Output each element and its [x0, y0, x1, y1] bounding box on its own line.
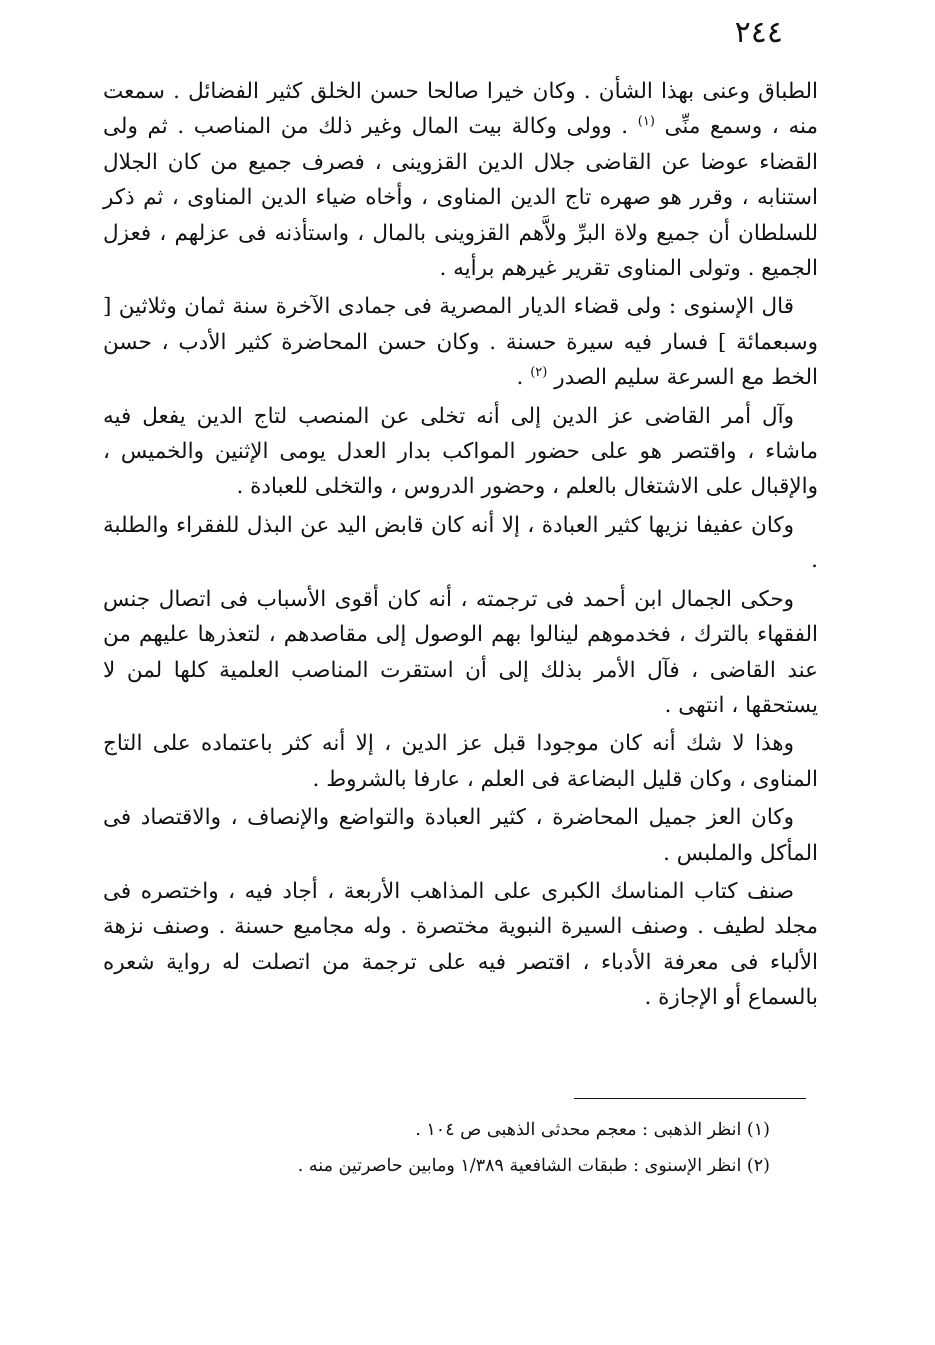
paragraph-text: .: [516, 365, 531, 391]
footnote: (١) انظر الذهبى : معجم محدثى الذهبى ص ١٠٤ .: [415, 1120, 770, 1140]
paragraph: [103, 800, 818, 871]
paragraph: [103, 289, 818, 395]
paragraph-text: صنف كتاب المناسك الكبرى على المذاهب الأربعة ، أجاد فيه ، واختصره فى مجلد لطيف . وصنف السيرة النبوية مختصرة . وله مجاميع حسنة . وصنف نزهة الألباء فى معرفة الأدباء ، اقتصر فيه على ترجمة من اتصلت له رواية شعره بالسماع أو الإجازة .: [103, 878, 818, 1011]
page-number: ٢٤٤: [734, 15, 783, 50]
paragraph: [103, 508, 818, 579]
paragraph-text: وآل أمر القاضى عز الدين إلى أنه تخلى عن المنصب لتاج الدين يفعل فيه ماشاء ، واقتصر هو على حضور المواكب بدار العدل يومى الإثنين والخميس ، والإقبال على الاشتغال بالعلم ، وحضور الدروس ، والتخلى للعبادة .: [103, 403, 818, 500]
paragraph-text: . وولى وكالة بيت المال وغير ذلك من المناصب . ثم ولى القضاء عوضا عن القاضى جلال الدين القزوينى ، فصرف جميع من كان الجلال استنابه ، وقرر هو صهره تاج الدين المناوى ، وأخاه ضياء الدين المناوى ، ثم ذكر للسلطان أن جميع ولاة البرِّ ولاَّهم القزوينى بالمال ، واستأذنه فى عزلهم ، فعزل الجميع . وتولى المناوى تقرير غيرهم برأيه .: [103, 114, 818, 282]
paragraph: [103, 582, 818, 724]
main-text: [103, 74, 818, 1019]
paragraph: [103, 874, 818, 1016]
footnote: (٢) انظر الإسنوى : طبقات الشافعية ١/٣٨٩ ومابين حاصرتين منه .: [297, 1156, 770, 1176]
paragraph: [103, 399, 818, 505]
paragraph-text: وكان العز جميل المحاضرة ، كثير العبادة والتواضع والإنصاف ، والاقتصاد فى المأكل والملبس .: [103, 805, 818, 866]
paragraph-text: قال الإسنوى : ولى قضاء الديار المصرية فى جمادى الآخرة سنة ثمان وثلاثين [ وسبعمائة ] فسار فيه سيرة حسنة . وكان حسن المحاضرة كثير الأدب ، حسن الخط مع السرعة سليم الصدر: [103, 294, 818, 391]
footnote-divider: [574, 1098, 806, 1099]
footnote-reference: (٢): [530, 365, 548, 381]
paragraph-text: وحكى الجمال ابن أحمد فى ترجمته ، أنه كان أقوى الأسباب فى اتصال جنس الفقهاء بالترك ، فخدموهم لينالوا بهم الوصول إلى مقاصدهم ، لتعذرها عليهم من عند القاضى ، فآل الأمر بذلك إلى أن استقرت المناصب العلمية كلها لمن لا يستحقها ، انتهى .: [103, 586, 818, 718]
paragraph: [103, 726, 818, 797]
paragraph: [103, 74, 818, 286]
paragraph-text: وهذا لا شك أنه كان موجودا قبل عز الدين ، إلا أنه كثر باعتماده على التاج المناوى ، وكان قليل البضاعة فى العلم ، عارفا بالشروط .: [103, 731, 818, 792]
paragraph-text: الطباق وعنى بهذا الشأن . وكان خيرا صالحا حسن الخلق كثير الفضائل . سمعت منه ، وسمع منِّى: [103, 79, 818, 140]
footnotes: [150, 1112, 770, 1184]
footnote-reference: (١): [637, 114, 655, 130]
paragraph-text: وكان عفيفا نزيها كثير العبادة ، إلا أنه كان قابض اليد عن البذل للفقراء والطلبة .: [103, 512, 818, 574]
